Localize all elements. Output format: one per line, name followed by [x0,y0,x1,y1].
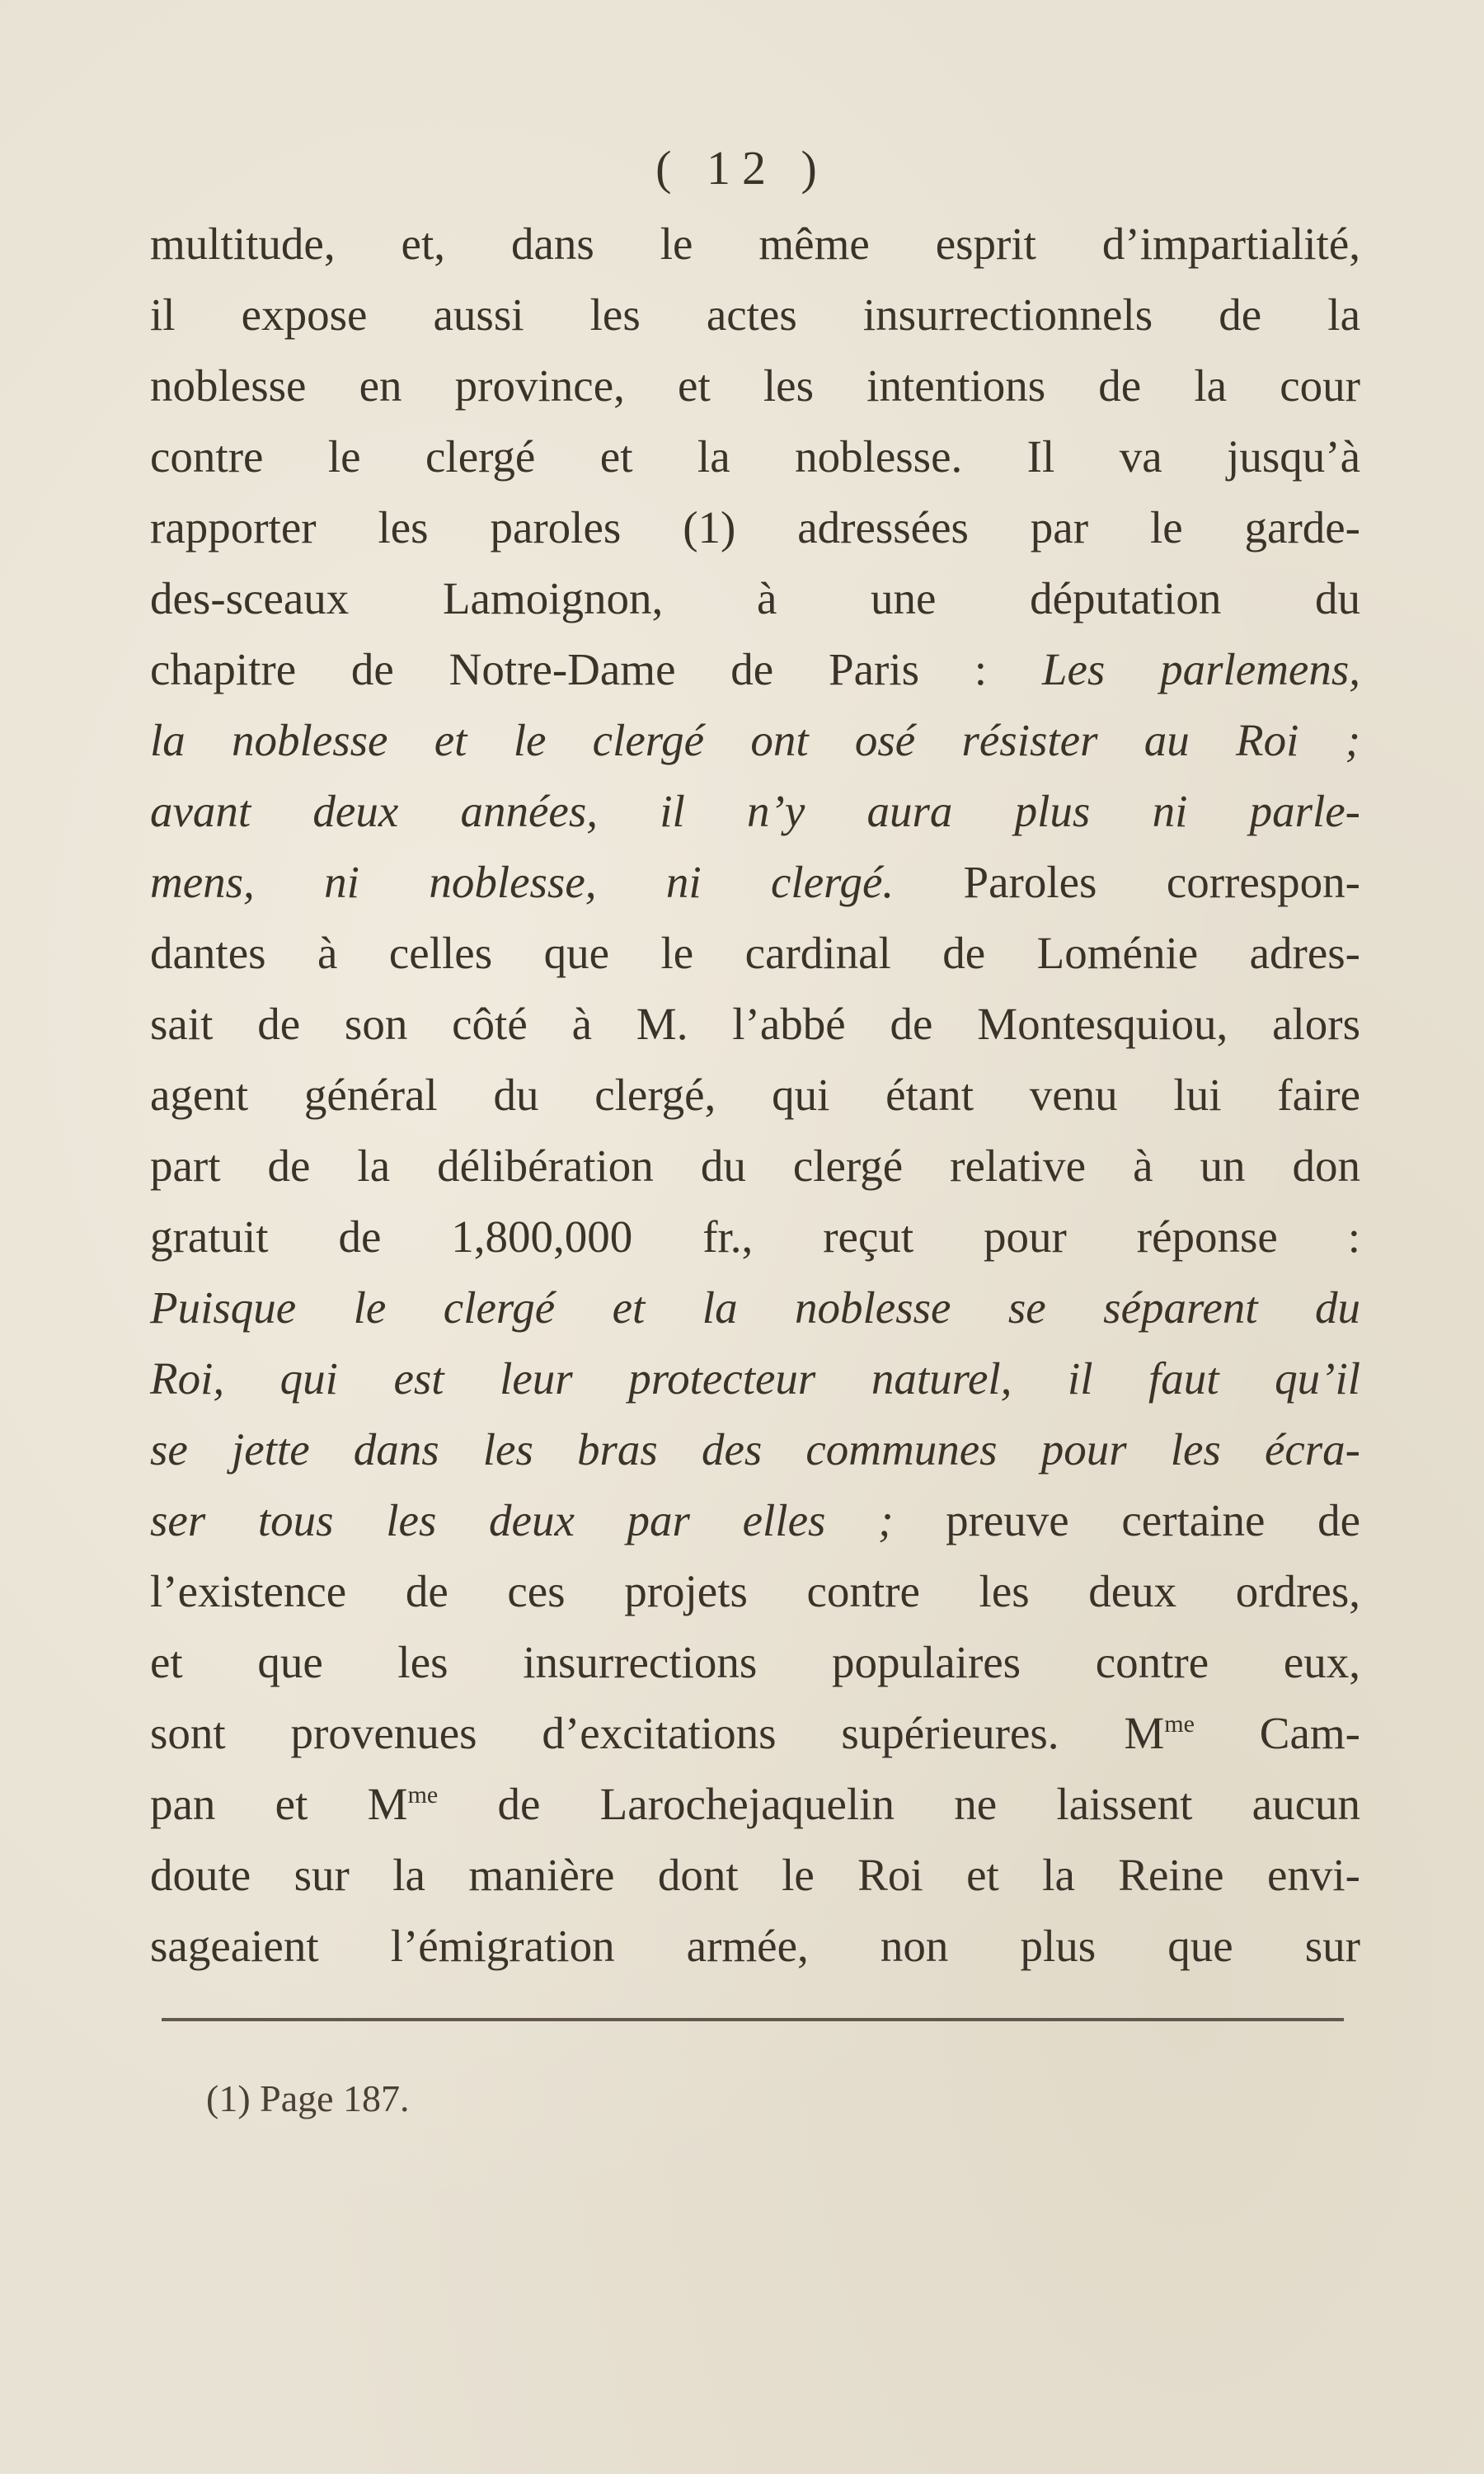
text-segment: doute sur la manière dont le Roi et la Reine envi- [150,1850,1360,1900]
text-segment: contre le clergé et la noblesse. Il va jusqu’à [150,431,1360,482]
text-line [150,1131,1360,1202]
footnote: (1) Page 187. [206,2077,410,2119]
text-line [150,1556,1360,1627]
text-line [150,1272,1360,1343]
italic-text: se jette dans les bras des communes pour les écra- [150,1424,1360,1475]
text-line [150,492,1360,563]
text-segment: Cam- [1194,1708,1360,1758]
text-line [150,989,1360,1060]
text-line [150,634,1360,705]
text-segment: rapporter les paroles (1) adressées par le garde- [150,502,1360,553]
text-segment: noblesse en province, et les intentions de la cour [150,360,1360,411]
text-line [150,1485,1360,1556]
text-segment: preuve certaine de [893,1495,1360,1545]
text-segment: sageaient l’émigration armée, non plus que sur [150,1921,1360,1971]
text-line [150,421,1360,492]
text-segment: dantes à celles que le cardinal de Loménie adres- [150,928,1360,978]
text-line [150,918,1360,989]
text-segment: des-sceaux Lamoignon, à une députation du [150,573,1360,623]
body-text [150,209,1360,1982]
italic-text: Les parlemens, [1041,644,1360,694]
text-segment: sait de son côté à M. l’abbé de Montesquiou, alors [150,999,1360,1049]
italic-text: la noblesse et le clergé ont osé résister au Roi ; [150,715,1360,765]
text-line [150,847,1360,918]
text-line [150,350,1360,421]
footnote-divider [162,2018,1344,2021]
text-line [150,1698,1360,1769]
text-segment: l’existence de ces projets contre les deux ordres, [150,1566,1360,1616]
text-segment: Paroles correspon- [894,857,1360,907]
text-line [150,1202,1360,1272]
italic-text: mens, ni noblesse, ni clergé. [150,857,895,907]
text-line [150,705,1360,776]
text-line [150,1769,1360,1840]
text-segment: il expose aussi les actes insurrectionnels de la [150,289,1360,340]
text-line [150,1840,1360,1911]
text-line [150,1343,1360,1414]
text-line [150,563,1360,634]
superscript: me [407,1781,439,1808]
text-line [150,1911,1360,1982]
text-line [150,776,1360,847]
text-segment: de Larochejaquelin ne laissent aucun [438,1779,1361,1829]
text-segment: pan et M [150,1779,408,1829]
text-segment: multitude, et, dans le même esprit d’impartialité, [150,219,1360,269]
text-segment: chapitre de Notre-Dame de Paris : [150,644,1042,694]
page-number: ( 12 ) [655,141,829,195]
superscript: me [1164,1710,1195,1738]
italic-text: avant deux années, il n’y aura plus ni parle- [150,786,1360,836]
text-segment: sont provenues d’excitations supérieures. M [150,1708,1165,1758]
text-line [150,1414,1360,1485]
text-segment: gratuit de 1,800,000 fr., reçut pour réponse : [150,1211,1360,1262]
text-line [150,1627,1360,1698]
italic-text: Puisque le clergé et la noblesse se séparent du [150,1282,1360,1333]
italic-text: Roi, qui est leur protecteur naturel, il faut qu’il [150,1353,1360,1404]
text-segment: et que les insurrections populaires contre eux, [150,1637,1360,1687]
italic-text: ser tous les deux par elles ; [150,1495,894,1545]
text-line [150,209,1360,280]
text-line [150,1060,1360,1131]
text-segment: part de la délibération du clergé relative à un don [150,1141,1360,1191]
text-segment: agent général du clergé, qui étant venu lui faire [150,1070,1360,1120]
text-line [150,280,1360,350]
